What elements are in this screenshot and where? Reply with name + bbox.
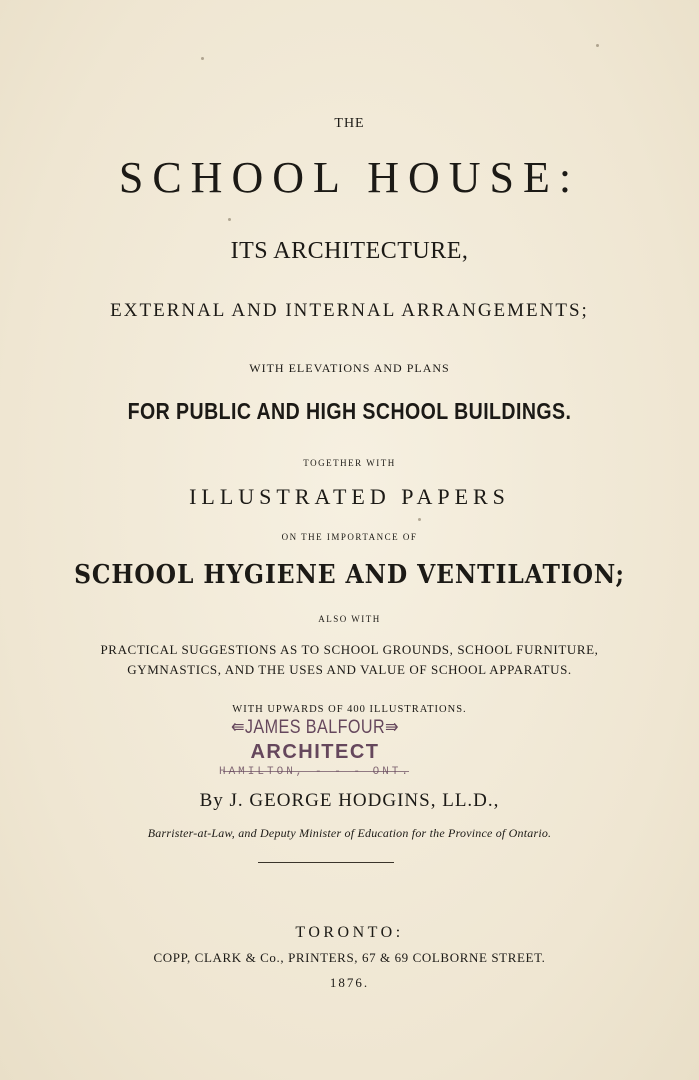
subtitle-arrangements: EXTERNAL AND INTERNAL ARRANGEMENTS; <box>110 300 589 321</box>
illustrated-papers-line: ILLUSTRATED PAPERS <box>189 484 510 509</box>
illustrations-count-line: WITH UPWARDS OF 400 ILLUSTRATIONS. <box>232 704 467 715</box>
main-title: SCHOOL HOUSE: <box>118 153 581 202</box>
author-line: By J. GEORGE HODGINS, LL.D., <box>199 790 500 811</box>
author-credentials: Barrister-at-Law, and Deputy Minister of Education for the Province of Ontario. <box>147 826 552 840</box>
stamp-city: HAMILTON, - - - ONT. <box>218 766 412 778</box>
on-importance-line: ON THE IMPORTANCE OF <box>281 532 418 542</box>
paper-speck <box>596 44 599 47</box>
together-with-line: TOGETHER WITH <box>303 458 396 468</box>
with-elevations-line: WITH ELEVATIONS AND PLANS <box>249 361 450 375</box>
hygiene-ventilation-line: SCHOOL HYGIENE AND VENTILATION; <box>74 560 625 590</box>
public-buildings-line: FOR PUBLIC AND HIGH SCHOOL BUILDINGS. <box>127 398 572 424</box>
practical-suggestions-line-2: GYMNASTICS, AND THE USES AND VALUE OF SCHOOL APPARATUS. <box>127 662 572 677</box>
printers-line: COPP, CLARK & Co., PRINTERS, 67 & 69 COLBORNE STREET. <box>153 950 546 965</box>
owner-stamp <box>195 716 435 778</box>
divider-rule <box>258 862 394 863</box>
also-with-line: ALSO WITH <box>318 614 381 624</box>
publication-city: TORONTO: <box>295 924 404 941</box>
stamp-profession: ARCHITECT <box>250 741 380 763</box>
title-the: THE <box>334 116 365 131</box>
stamp-name: ⇚JAMES BALFOUR⇛ <box>230 717 400 738</box>
publication-year: 1876. <box>329 975 370 990</box>
paper-speck <box>228 218 231 221</box>
practical-suggestions-line-1: PRACTICAL SUGGESTIONS AS TO SCHOOL GROUNDS, SCHOOL FURNITURE, <box>100 642 599 657</box>
subtitle-architecture: ITS ARCHITECTURE, <box>230 238 469 264</box>
paper-speck <box>201 57 204 60</box>
paper-speck <box>418 518 421 521</box>
